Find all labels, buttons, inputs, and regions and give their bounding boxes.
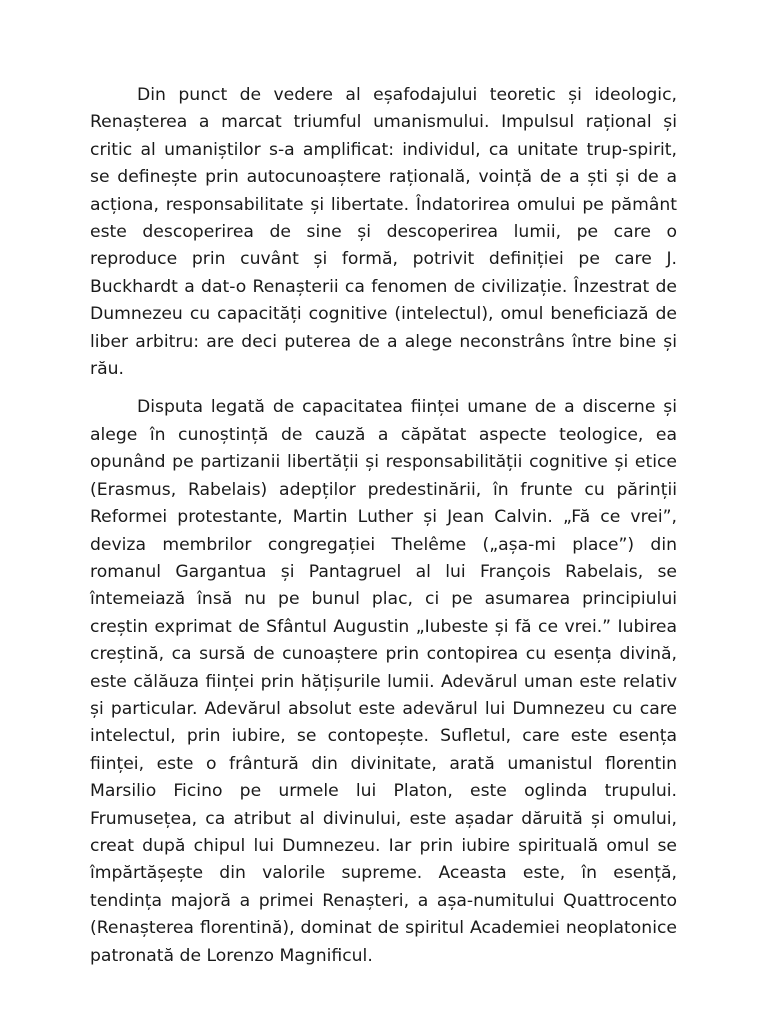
document-page: [90, 82, 677, 981]
paragraph-1: Din punct de vedere al eșafodajului teoretic și ideologic, Renașterea a marcat triumful umanismului. Impulsul rațional și critic al umaniștilor s-a amplificat: individul, ca unitate trup-spirit, se definește prin autocunoaștere rațională, voință de a ști și de a acționa, responsabilitate și libertate. Îndatorirea omului pe pământ este descoperirea de sine și descoperirea lumii, pe care o reproduce prin cuvânt și formă, potrivit definiției pe care J. Buckhardt a dat-o Renașterii ca fenomen de civilizație. Înzestrat de Dumnezeu cu capacități cognitive (intelectul), omul beneficiază de liber arbitru: are deci puterea de a alege neconstrâns între bine și rău.: [90, 85, 677, 380]
paragraph-2: Disputa legată de capacitatea ființei umane de a discerne și alege în cunoștință de cauză a căpătat aspecte teologice, ea opunând pe partizanii libertății și responsabilității cognitive și etice (Erasmus, Rabelais) adepților predestinării, în frunte cu părinții Reformei protestante, Martin Luther și Jean Calvin. „Fă ce vrei”, deviza membrilor congregației Thelême („așa-mi place”) din romanul Gargantua și Pantagruel al lui François Rabelais, se întemeiază însă nu pe bunul plac, ci pe asumarea principiului creștin exprimat de Sfântul Augustin „Iubeste și fă ce vrei.” Iubirea creștină, ca sursă de cunoaștere prin contopirea cu esența divină, este călăuza ființei prin hățișurile lumii. Adevărul uman este relativ și particular. Adevărul absolut este adevărul lui Dumnezeu cu care intelectul, prin iubire, se contopește. Sufletul, care este esența ființei, este o frântură din divinitate, arată umanistul florentin Marsilio Ficino pe urmele lui Platon, este oglinda trupului. Frumusețea, ca atribut al divinului, este așadar dăruită și omului, creat după chipul lui Dumnezeu. Iar prin iubire spirituală omul se împărtășește din valorile supreme. Aceasta este, în esență, tendința majoră a primei Renașteri, a așa-numitului Quattrocento (Renașterea florentină), dominat de spiritul Academiei neoplatonice patronată de Lorenzo Magnificul.: [90, 397, 677, 966]
